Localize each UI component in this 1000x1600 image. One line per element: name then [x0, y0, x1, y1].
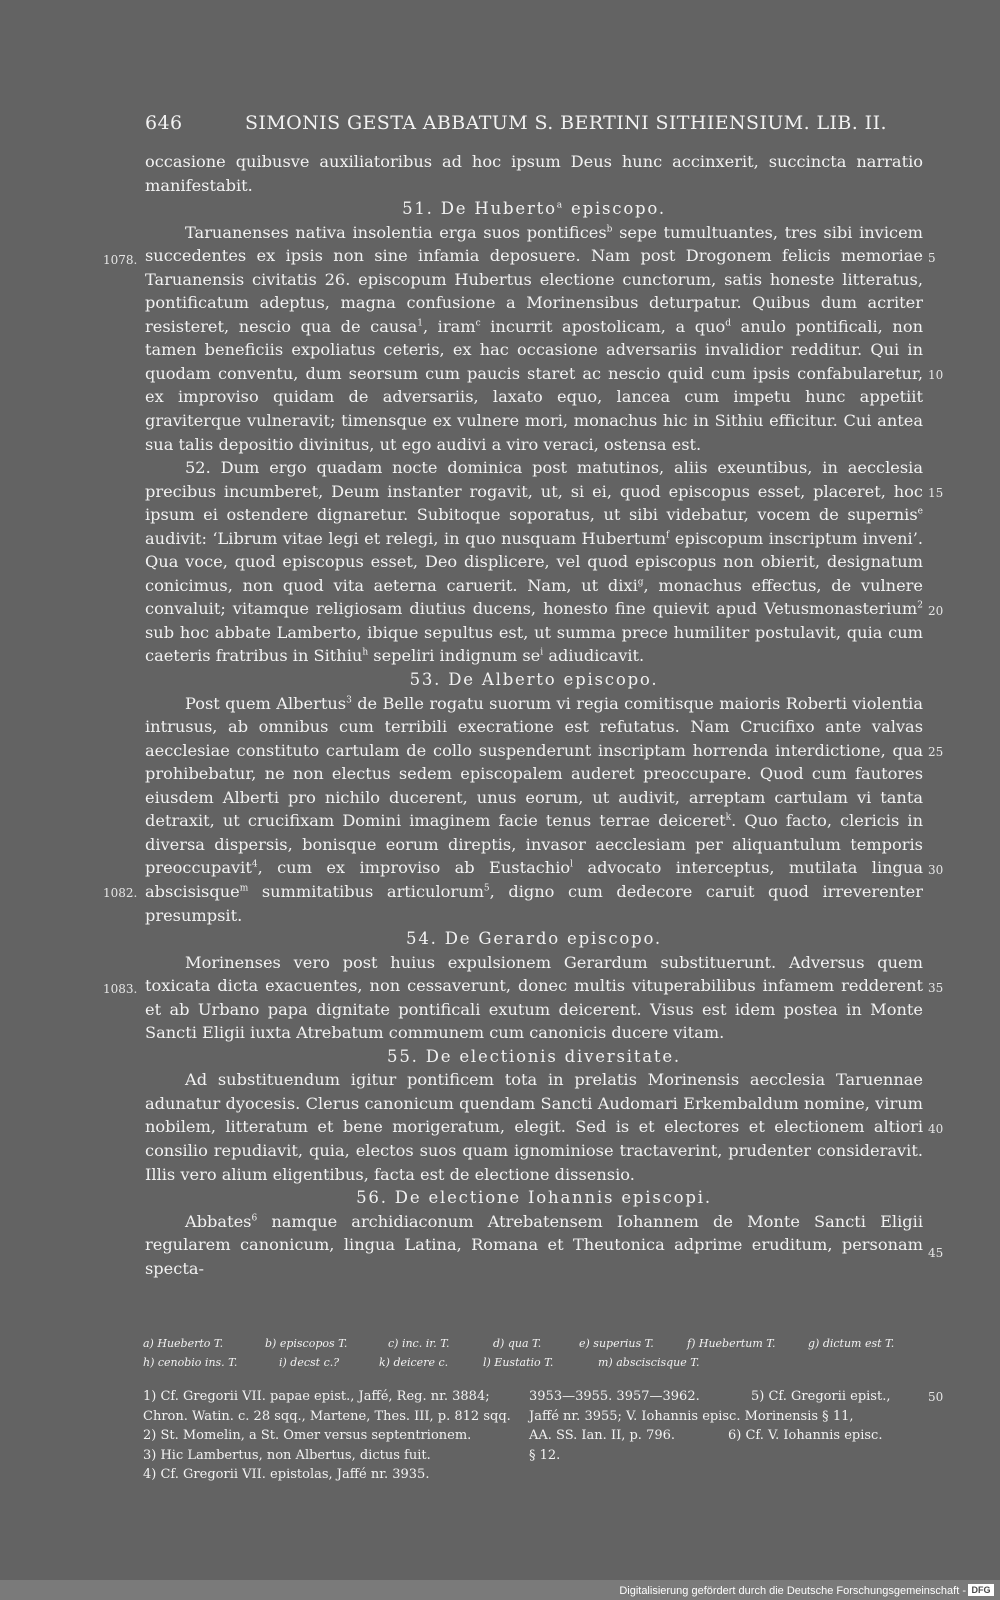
footnote-2: 2) St. Momelin, a St. Omer versus septentrionem. — [143, 1428, 472, 1443]
chapter-heading-55: 55. De electionis diversitate. — [387, 1046, 681, 1066]
chapter-heading-56: 56. De electione Iohannis episcopi. — [356, 1188, 712, 1208]
chapter-heading-54: 54. De Gerardo episcopo. — [406, 929, 662, 949]
variant-note: b) episcopos T. — [265, 1337, 348, 1350]
line-number: 25 — [928, 745, 944, 759]
line-number: 5 — [928, 251, 936, 265]
line-number: 15 — [928, 486, 944, 500]
chapter-heading-53: 53. De Alberto episcopo. — [409, 670, 659, 690]
intro-paragraph: occasione quibusve auxiliatoribus ad hoc ipsum Deus hunc accinxerit, succincta narratio manifestabit. — [145, 152, 923, 195]
main-text — [145, 150, 923, 1280]
variant-note: m) absciscisque T. — [598, 1356, 700, 1369]
variant-note: i) decst c.? — [279, 1356, 340, 1369]
variant-note: d) qua T. — [493, 1337, 542, 1350]
year-mark: 1082. — [103, 886, 138, 900]
footnote-row — [143, 1426, 927, 1446]
footnote-1-continued: 3953—3955. 3957—3962. — [529, 1389, 700, 1404]
dfg-logo: DFG — [968, 1584, 994, 1596]
chapter-heading-51 — [145, 197, 923, 221]
variant-readings — [143, 1334, 927, 1372]
paragraph-55: Ad substituendum igitur pontificem tota in prelatis Morinensis aecclesia Taruennae adunatur dyocesis. Clerus canonicum quendam Sancti Audomari Erkembaldum nomine, virum nobilem, litteratum et bene morigeratum, elegit. Sed is et electores et electionem altiori consilio repudiavit, quia, electos suos quam ignominiose tractaverint, prudenter consideravit. Illis vero alium eligentibus, facta est de electione dissensio. — [145, 1070, 923, 1184]
footnote-3: 3) Hic Lambertus, non Albertus, dictus fuit. — [143, 1447, 431, 1463]
variant-note: c) inc. ir. T. — [388, 1337, 450, 1350]
line-number: 30 — [928, 863, 944, 877]
line-number: 45 — [928, 1246, 944, 1260]
footnote-5: 5) Cf. Gregorii epist., — [751, 1389, 891, 1404]
variant-note: a) Hueberto T. — [143, 1337, 224, 1350]
paragraph-54: Morinenses vero post huius expulsionem Gerardum substituerunt. Adversus quem toxicata dicta exacuentes, non cessaverunt, donec multis vituperabilibus infamem redderent et ab Urbano papa dignitate pontificali exutum deicerent. Visus est idem postea in Monte Sancti Eligii iuxta Atrebatum communem cum canonicis ducere vitam. — [145, 952, 923, 1043]
paragraph-52: 52. Dum ergo quadam nocte dominica post matutinos, aliis exeuntibus, in aecclesia precibus incumberet, Deum instanter rogavit, ut, si ei, quod episcopus esset, placeret, hoc ipsum ei ostendere dignaretur. Subitoque soporatus, ut sibi videbatur, vocem de supernis$^e$ audivit: ‘Librum vitae legi et relegi, in quo nusquam Hubertum$^f$ episcopum inscriptum inveni’. Qua voce, quod episcopus esset, Deo displicere, vel quod episcopus non obierit, designatum conicimus, non quod vita aeterna caruerit. Nam, ut dixi$^g$, monachus effectus, de vulnere convaluit; vitamque religiosam diutius ducens, honesto fine quievit apud Vetusmonasterium$^2$ sub hoc abbate Lamberto, ibique sepultus est, ut summa prece humiliter postulavit, quia cum caeteris fratribus in Sithiu$^h$ sepeliri indignum $se^i$ adiudicavit. — [145, 458, 923, 666]
footnote-6-continued: § 12. — [529, 1447, 561, 1463]
variant-note: l) Eustatio T. — [483, 1356, 554, 1369]
paragraph-56: Abbates$^6$ namque archidiaconum Atrebatensem Iohannem de Monte Sancti Eligii regularem canonicum, lingua Latina, Romana et Theutonica adprime eruditum, personam specta- — [145, 1211, 923, 1278]
page-number: 646 — [145, 112, 183, 134]
footnote-6: 6) Cf. V. Iohannis episc. — [728, 1428, 883, 1443]
footnote-row — [143, 1387, 927, 1407]
variant-note: h) cenobio ins. T. — [143, 1356, 238, 1369]
line-number: 10 — [928, 368, 944, 382]
paragraph-51: Taruanenses nativa insolentia erga suos pontifices$^b$ sepe tumultuantes, tres sibi invicem succedentes ex ipsis non sine infamia deposuere. Nam post Drogonem felicis memoriae Taruanensis civitatis 26. episcopum Hubertus electione cunctorum, satis honeste litteratus, pontificatum adeptus, magna confusione a Morinensibus deturpatur. Quibus dum acriter resisteret, nescio qua de causa$^1$, iram$^c$ incurrit apostolicam, a quo$^d$ anulo pontificali, non tamen beneficiis expoliatus ceteris, ex hac occasione adversariis invalidior redditur. Qui in quodam conventu, dum seorsum cum paucis staret ac nescio quid cum ipsis confabularetur, ex improviso quidam de adversariis, laxato equo, lancea cum impetu hunc appetiit graviterque vulneravit; timensque ex vulnere mori, monachus hic in Sithiu efficitur. Cui antea sua talis depositio divinitus, ut ego audivi a viro veraci, ostensa est. — [145, 222, 923, 454]
variant-row — [143, 1334, 927, 1353]
footnote-4: 4) Cf. Gregorii VII. epistolas, Jaffé nr. 3935. — [143, 1467, 430, 1482]
line-number: 50 — [928, 1390, 944, 1404]
variant-row — [143, 1353, 927, 1372]
footnote-row — [143, 1446, 927, 1466]
footnotes — [143, 1387, 927, 1485]
chapter-heading-51-text: 51. De Huberto — [402, 199, 557, 219]
line-number: 35 — [928, 981, 944, 995]
year-mark: 1078. — [103, 253, 138, 267]
running-title: SIMONIS GESTA ABBATUM S. BERTINI SITHIENSIUM. LIB. II. — [245, 112, 887, 134]
footnote-5-continued: Jaffé nr. 3955; V. Iohannis episc. Morinensis § 11, — [529, 1408, 854, 1424]
chapter-heading-51-note: a — [556, 200, 564, 211]
year-mark: 1083. — [103, 982, 138, 996]
footnote-1: 1) Cf. Gregorii VII. papae epist., Jaffé, Reg. nr. 3884; — [143, 1389, 490, 1404]
variant-note: f) Huebertum T. — [687, 1337, 776, 1350]
footnote-row — [143, 1465, 927, 1485]
variant-note: g) dictum est T. — [808, 1337, 895, 1350]
line-number: 20 — [928, 604, 944, 618]
footnote-1-line-2: Chron. Watin. c. 28 sqq., Martene, Thes. III, p. 812 sqq. — [143, 1408, 511, 1424]
footnote-row — [143, 1407, 927, 1427]
variant-note: k) deicere c. — [379, 1356, 449, 1369]
line-number: 40 — [928, 1122, 944, 1136]
footnote-5-line-3: AA. SS. Ian. II, p. 796. — [529, 1428, 676, 1443]
variant-note: e) superius T. — [579, 1337, 654, 1350]
paragraph-53: Post quem Albertus$^3$ de Belle rogatu suorum vi regia comitisque maioris Roberti violentia intrusus, ab omnibus cum terribili execratione est refutatus. Nam Crucifixo ante valvas aecclesiae constituto cartulam de collo suspenderunt inscriptam horrenda interdictione, qua prohibebatur, ne non electus sedem episcopalem auderet preoccupare. Quod cum fautores eiusdem Alberti pro nichilo ducerent, unus eorum, ut audivit, arreptam cartulam vi tanta detraxit, ut crucifixam Domini imaginem facie tenus terrae deiceret$^k$. Quo facto, clericis in diversa dispersis, bonisque eorum direptis, invasor aecclesiam per aliquantulum temporis preoccupavit$^4$, cum ex improviso ab Eustachio$^l$ advocato interceptus, mutilata lingua abscisisque$^m$ summitatibus articulorum$^5$, digno cum dedecore caruit quod irreverenter presumpsit. — [145, 693, 923, 925]
chapter-heading-51-tail: episcopo. — [563, 199, 666, 219]
dfg-credit: Digitalisierung gefördert durch die Deutsche Forschungsgemeinschaft - — [619, 1585, 966, 1597]
